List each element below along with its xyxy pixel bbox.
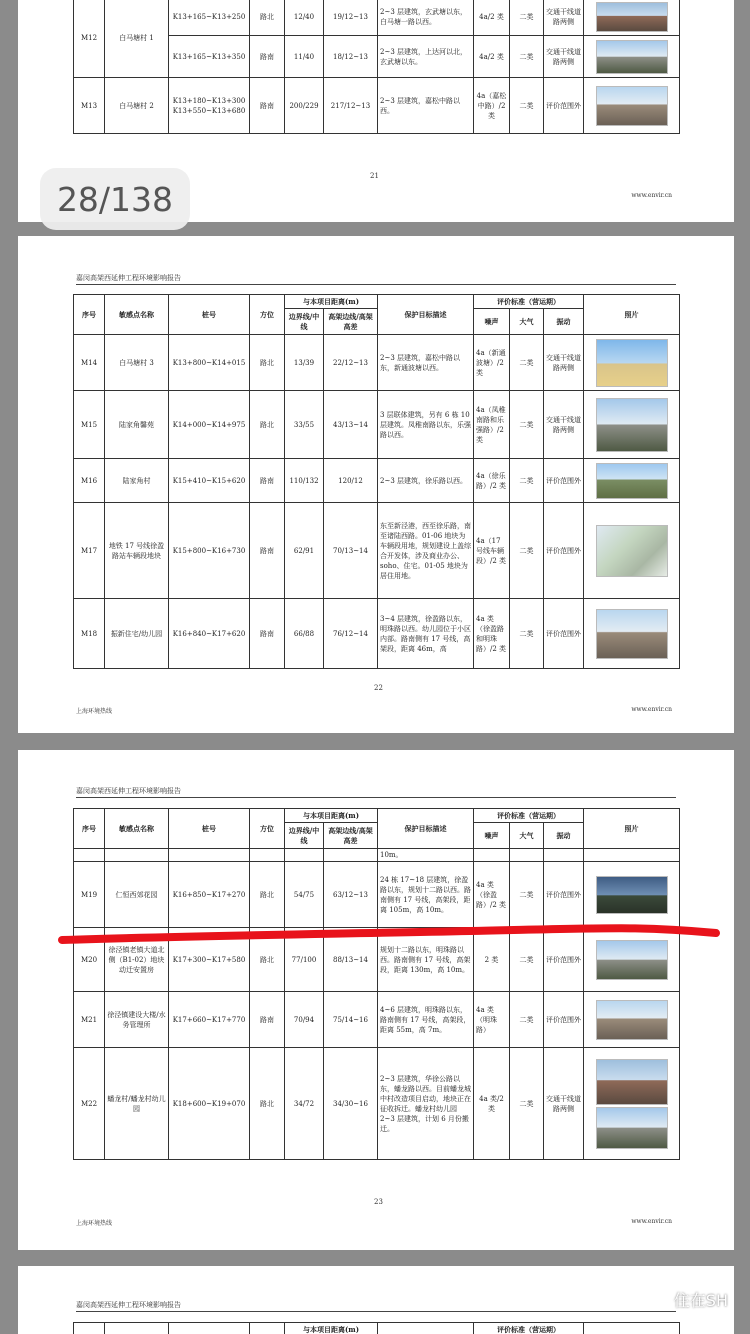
- col-air: 大气: [510, 823, 544, 849]
- row-name: 仁恒西郊花园: [105, 862, 169, 928]
- row-desc: 24 栋 17~18 层建筑，徐盈路以东，规划十二路以西。路南侧有 17 号线，高架段，距离 105m，高 10m。: [378, 862, 474, 928]
- sensitive-points-table: [73, 1322, 680, 1334]
- row-photo: [584, 503, 680, 599]
- row-vib: 评价范围外: [544, 599, 584, 669]
- row-air: 二类: [510, 391, 544, 459]
- sensitive-points-table: [73, 808, 680, 1160]
- site-photo: [596, 1059, 668, 1105]
- page-number: 23: [374, 1198, 383, 1206]
- row-pile: K17+300~K17+580: [169, 928, 250, 992]
- report-page-22: [18, 236, 734, 733]
- row-dist-b: 120/12: [324, 459, 378, 503]
- site-photo: [596, 86, 668, 126]
- col-no: 序号: [74, 295, 105, 335]
- col-dist-b: 高架边线/高架高差: [324, 823, 378, 849]
- row-vib: 评价范围外: [544, 928, 584, 992]
- col-noise: 噪声: [474, 823, 510, 849]
- table-row-continued: [74, 849, 680, 862]
- footer-url: www.envir.cn: [631, 192, 672, 199]
- row-dist-b: 19/12~13: [324, 0, 378, 36]
- row-vib: 评价范围外: [544, 862, 584, 928]
- row-desc: 2~3 层建筑，玄武塘以东，白马塘一路以西。: [378, 0, 474, 36]
- row-vib: 评价范围外: [544, 992, 584, 1048]
- col-dist-group: 与本项目距离(m): [285, 295, 378, 309]
- col-std-group: 评价标准（营运期）: [474, 809, 584, 823]
- col-photo: 照片: [584, 295, 680, 335]
- row-no: M20: [74, 928, 105, 992]
- row-photo: [584, 992, 680, 1048]
- site-photo: [596, 1107, 668, 1149]
- row-no: M14: [74, 335, 105, 391]
- row-pile: K14+000~K14+975: [169, 391, 250, 459]
- col-dist-b: 高架边线/高架高差: [324, 309, 378, 335]
- row-name: 蟠龙村/蟠龙村幼儿园: [105, 1048, 169, 1160]
- row-noise: 4a（嘉松中路）/2 类: [474, 78, 510, 134]
- col-pile: 桩号: [169, 809, 250, 849]
- row-desc: 2~3 层建筑，上达河以北，玄武塘以东。: [378, 36, 474, 78]
- report-page-23: [18, 750, 734, 1250]
- row-desc: 规划十二路以东，明珠路以西。路南侧有 17 号线，高架段，距离 130m，高 10m。: [378, 928, 474, 992]
- col-pile: 桩号: [169, 295, 250, 335]
- row-air: 二类: [510, 459, 544, 503]
- row-pile: K13+165~K13+250: [169, 0, 250, 36]
- footer-left: 上海环境热线: [76, 1220, 113, 1227]
- row-no: M13: [74, 78, 105, 134]
- row-name: 徐泾镇老镇大道北侧（B1-02）地块动迁安置房: [105, 928, 169, 992]
- site-photo: [596, 876, 668, 914]
- footer-url: www.envir.cn: [631, 1218, 672, 1225]
- row-pile: K13+800~K14+015: [169, 335, 250, 391]
- row-dist-a: 13/39: [285, 335, 324, 391]
- row-dist-b: 18/12~13: [324, 36, 378, 78]
- row-air: 二类: [510, 36, 544, 78]
- sensitive-points-table: [73, 294, 680, 669]
- row-dist-a: 12/40: [285, 0, 324, 36]
- row-no: M22: [74, 1048, 105, 1160]
- row-name: 白马塘村 1: [105, 0, 169, 78]
- row-vib: 交通干线道路两侧: [544, 36, 584, 78]
- row-dist-a: 34/72: [285, 1048, 324, 1160]
- col-vib: 振动: [544, 823, 584, 849]
- site-photo: [596, 2, 668, 32]
- site-photo: [596, 339, 668, 387]
- wechat-icon: [642, 1290, 668, 1310]
- row-photo: [584, 335, 680, 391]
- table-row: [74, 992, 680, 1048]
- row-name: 白马塘村 3: [105, 335, 169, 391]
- row-photo: [584, 1048, 680, 1160]
- row-dir: 路北: [250, 862, 285, 928]
- row-desc: 3~4 层建筑，徐盈路以东，明珠路以西。幼儿园位于小区内部。路南侧有 17 号线，高架段，距离 46m，高: [378, 599, 474, 669]
- table-row: [74, 0, 680, 36]
- page-header: 嘉闵高架西延伸工程环境影响报告: [76, 787, 181, 795]
- row-dist-a: 66/88: [285, 599, 324, 669]
- col-photo: 照片: [584, 809, 680, 849]
- row-noise: 4a（凤稚南路和乐强路）/2 类: [474, 391, 510, 459]
- row-vib: 评价范围外: [544, 78, 584, 134]
- row-dist-b: 43/13~14: [324, 391, 378, 459]
- row-pile: K16+840~K17+620: [169, 599, 250, 669]
- row-dir: 路南: [250, 459, 285, 503]
- row-desc: 2~3 层建筑，嘉松中路以东，新通波塘以西。: [378, 335, 474, 391]
- table-row: [74, 503, 680, 599]
- row-desc: 2~3 层建筑，徐乐路以西。: [378, 459, 474, 503]
- table-row: [74, 459, 680, 503]
- row-name: 陆家角村: [105, 459, 169, 503]
- row-photo: [584, 391, 680, 459]
- header-rule: [76, 797, 676, 798]
- row-dir: 路南: [250, 503, 285, 599]
- row-vib: 评价范围外: [544, 503, 584, 599]
- footer-left: 上海环境热线: [76, 708, 113, 715]
- col-dist-a: 边界线/中线: [285, 309, 324, 335]
- col-std-group: 评价标准（营运期）: [474, 1323, 584, 1334]
- row-pile: K15+800~K16+730: [169, 503, 250, 599]
- row-air: 二类: [510, 599, 544, 669]
- row-pile: K18+600~K19+070: [169, 1048, 250, 1160]
- page-header: 嘉闵高架西延伸工程环境影响报告: [76, 274, 181, 282]
- col-dist-group: 与本项目距离(m): [285, 809, 378, 823]
- watermark-text: 住在SH: [673, 1291, 728, 1310]
- row-noise: 4a 类（徐盈路）/2 类: [474, 862, 510, 928]
- row-no: M16: [74, 459, 105, 503]
- row-pile: K17+660~K17+770: [169, 992, 250, 1048]
- row-noise: 4a（17 号线车辆段）/2 类: [474, 503, 510, 599]
- col-dist-a: 边界线/中线: [285, 823, 324, 849]
- table-row: [74, 391, 680, 459]
- table-row: [74, 599, 680, 669]
- table-header-row: [74, 295, 680, 309]
- row-dist-b: 34/30~16: [324, 1048, 378, 1160]
- row-noise: 4a 类/2 类: [474, 1048, 510, 1160]
- watermark: [642, 1288, 728, 1311]
- site-photo: [596, 1000, 668, 1040]
- row-dist-b: 63/12~13: [324, 862, 378, 928]
- site-photo: [596, 463, 668, 499]
- row-desc: 4~6 层建筑，明珠路以东，路南侧有 17 号线，高架段，距离 55m，高 7m。: [378, 992, 474, 1048]
- row-dir: 路北: [250, 0, 285, 36]
- row-dir: 路南: [250, 78, 285, 134]
- row-photo: [584, 862, 680, 928]
- row-no: M15: [74, 391, 105, 459]
- row-photo: [584, 78, 680, 134]
- row-dist-b: 88/13~14: [324, 928, 378, 992]
- report-page-24: [18, 1266, 734, 1334]
- row-air: 二类: [510, 335, 544, 391]
- row-dist-a: 11/40: [285, 36, 324, 78]
- row-vib: 交通干线道路两侧: [544, 1048, 584, 1160]
- row-noise: 4a/2 类: [474, 0, 510, 36]
- col-air: 大气: [510, 309, 544, 335]
- row-desc: 2~3 层建筑，华徐公路以东，蟠龙路以西。目前蟠龙城中村改造项目启动，地块正在征收拆迁。蟠龙村幼儿园 2~3 层建筑，计划 6 月份搬迁。: [378, 1048, 474, 1160]
- row-no: M17: [74, 503, 105, 599]
- site-photo: [596, 609, 668, 659]
- row-photo: [584, 459, 680, 503]
- row-noise: 4a（徐乐路）/2 类: [474, 459, 510, 503]
- row-photo: [584, 0, 680, 36]
- col-dist-group: 与本项目距离(m): [285, 1323, 378, 1334]
- row-desc: 东至新泾港，西至徐乐路，南至诸陆西路。01-06 地块为车辆段用地，规划建设上盖综合开发体，涉及商业办公、soho、住宅。01-05 地块为居住用地。: [378, 503, 474, 599]
- row-dist-b: 22/12~13: [324, 335, 378, 391]
- row-dir: 路北: [250, 335, 285, 391]
- row-dir: 路南: [250, 36, 285, 78]
- row-dir: 路北: [250, 1048, 285, 1160]
- row-air: 二类: [510, 78, 544, 134]
- row-air: 二类: [510, 0, 544, 36]
- row-name: 白马塘村 2: [105, 78, 169, 134]
- col-name: 敏感点名称: [105, 809, 169, 849]
- row-air: 二类: [510, 1048, 544, 1160]
- row-dist-a: 33/55: [285, 391, 324, 459]
- row-name: 徐泾镇建设大楼/水务管理所: [105, 992, 169, 1048]
- row-dir: 路南: [250, 599, 285, 669]
- col-desc: 保护目标描述: [378, 809, 474, 849]
- row-dist-a: 70/94: [285, 992, 324, 1048]
- col-name: 敏感点名称: [105, 295, 169, 335]
- col-dir: 方位: [250, 809, 285, 849]
- row-pile: K13+180~K13+300 K13+550~K13+680: [169, 78, 250, 134]
- table-header-row: [74, 1323, 680, 1334]
- row-no: M21: [74, 992, 105, 1048]
- row-noise: 4a/2 类: [474, 36, 510, 78]
- site-photo: [596, 398, 668, 452]
- row-dist-a: 110/132: [285, 459, 324, 503]
- row-pile: K13+165~K13+350: [169, 36, 250, 78]
- col-desc: 保护目标描述: [378, 295, 474, 335]
- row-no: M19: [74, 862, 105, 928]
- col-noise: 噪声: [474, 309, 510, 335]
- col-vib: 振动: [544, 309, 584, 335]
- row-dist-a: 200/229: [285, 78, 324, 134]
- row-name: 振新住宅/幼儿园: [105, 599, 169, 669]
- row-air: 二类: [510, 503, 544, 599]
- table-row: [74, 78, 680, 134]
- row-desc: 10m。: [378, 849, 474, 862]
- site-photo: [596, 940, 668, 980]
- col-dir: 方位: [250, 295, 285, 335]
- table-row: [74, 335, 680, 391]
- row-dir: 路北: [250, 928, 285, 992]
- row-pile: K16+850~K17+270: [169, 862, 250, 928]
- header-rule: [76, 284, 676, 285]
- row-photo: [584, 928, 680, 992]
- table-header-row: [74, 809, 680, 823]
- site-photo: [596, 525, 668, 577]
- footer-url: www.envir.cn: [631, 706, 672, 713]
- row-noise: 4a 类（徐盈路和明珠路）/2 类: [474, 599, 510, 669]
- row-no: M12: [74, 0, 105, 78]
- table-row: [74, 928, 680, 992]
- row-dir: 路北: [250, 391, 285, 459]
- row-no: M18: [74, 599, 105, 669]
- row-dist-b: 76/12~14: [324, 599, 378, 669]
- row-noise: 4a（新通波塘）/2 类: [474, 335, 510, 391]
- row-vib: 交通干线道路两侧: [544, 391, 584, 459]
- row-photo: [584, 36, 680, 78]
- row-dist-b: 217/12~13: [324, 78, 378, 134]
- row-dist-a: 62/91: [285, 503, 324, 599]
- row-name: 地铁 17 号线徐盈路站车辆段地块: [105, 503, 169, 599]
- header-rule: [76, 1311, 676, 1312]
- row-dist-b: 75/14~16: [324, 992, 378, 1048]
- col-no: 序号: [74, 809, 105, 849]
- table-row: [74, 1048, 680, 1160]
- site-photo: [596, 40, 668, 74]
- table-row: [74, 862, 680, 928]
- row-vib: 交通干线道路两侧: [544, 335, 584, 391]
- row-air: 二类: [510, 862, 544, 928]
- row-dist-a: 54/75: [285, 862, 324, 928]
- row-desc: 2~3 层建筑，嘉松中路以西。: [378, 78, 474, 134]
- page-number: 21: [370, 172, 379, 180]
- row-desc: 3 层联体建筑，另有 6 栋 10 层建筑。凤稚南路以东，乐强路以西。: [378, 391, 474, 459]
- row-pile: K15+410~K15+620: [169, 459, 250, 503]
- row-air: 二类: [510, 928, 544, 992]
- row-dist-b: 70/13~14: [324, 503, 378, 599]
- row-noise: 2 类: [474, 928, 510, 992]
- page-number: 22: [374, 684, 383, 692]
- row-vib: 交通干线道路两侧: [544, 0, 584, 36]
- page-counter: 28/138: [40, 168, 190, 230]
- row-dist-a: 77/100: [285, 928, 324, 992]
- row-air: 二类: [510, 992, 544, 1048]
- row-noise: 4a 类（明珠路）: [474, 992, 510, 1048]
- page-header: 嘉闵高架西延伸工程环境影响报告: [76, 1301, 181, 1309]
- col-std-group: 评价标准（营运期）: [474, 295, 584, 309]
- sensitive-points-table: [73, 0, 680, 134]
- row-photo: [584, 599, 680, 669]
- row-dir: 路南: [250, 992, 285, 1048]
- row-name: 陆家角馨苑: [105, 391, 169, 459]
- row-vib: 评价范围外: [544, 459, 584, 503]
